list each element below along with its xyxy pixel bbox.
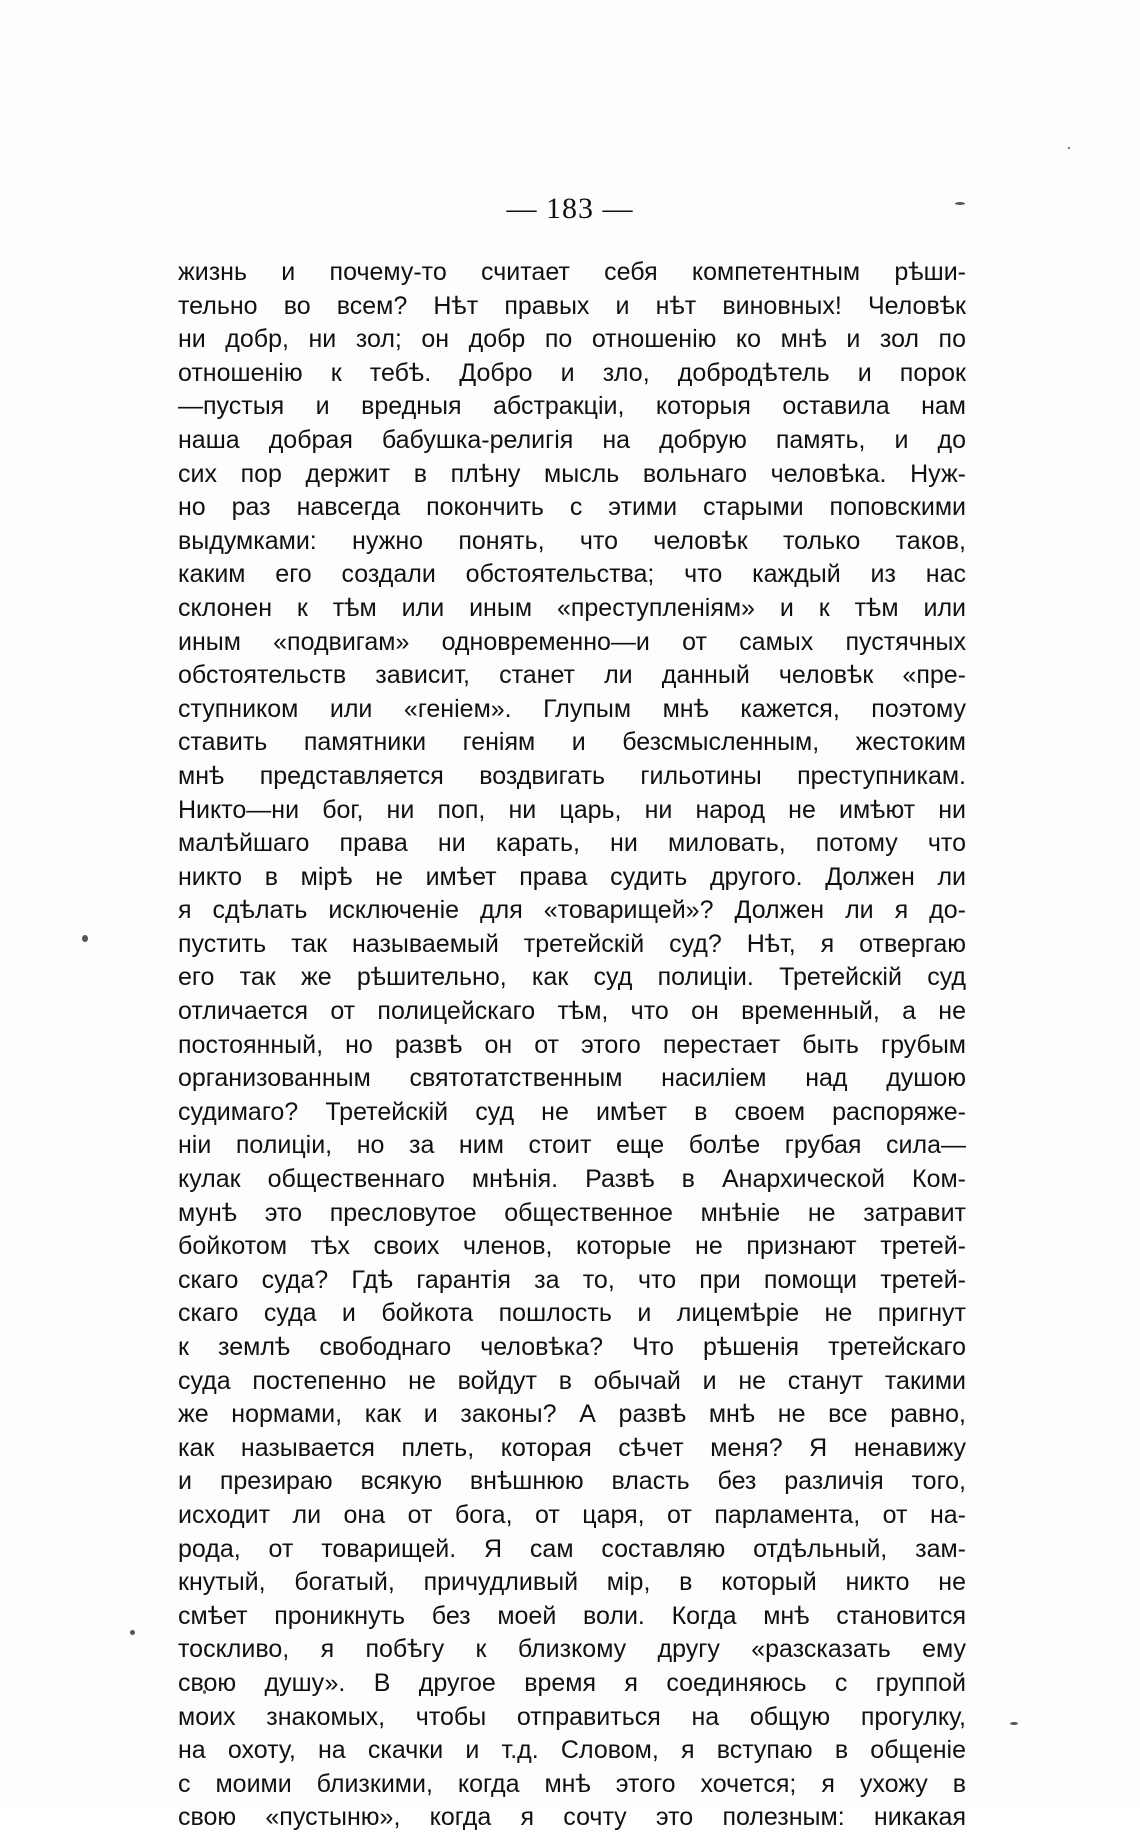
text-line: свою «пустыню», когда я сочту это полезным: никакая <box>178 1803 966 1832</box>
print-speck <box>1068 147 1070 149</box>
text-line: малѣйшаго права ни карать, ни миловать, потому что <box>178 829 966 858</box>
text-line: никто в мірѣ не имѣет права судить другого. Должен ли <box>178 862 966 891</box>
print-speck <box>82 935 88 942</box>
text-line: ставить памятники геніям и безсмысленным, жестоким <box>178 728 966 757</box>
text-line: к землѣ свободнаго человѣка? Что рѣшенія третейскаго <box>178 1333 966 1361</box>
text-line: отношенію к тебѣ. Добро и зло, добродѣтель и порок <box>178 358 966 387</box>
text-line: Никто—ни бог, ни поп, ни царь, ни народ не имѣют ни <box>178 795 966 824</box>
text-line: ступником или «геніем». Глупым мнѣ кажется, поэтому <box>178 694 966 723</box>
text-line: но раз навсегда покончить с этими старыми поповскими <box>178 493 966 522</box>
text-line: ніи полиціи, но за ним стоит еще болѣе грубая сила— <box>178 1131 966 1160</box>
text-line: суда постепенно не войдут в обычай и не станут такими <box>178 1366 966 1395</box>
print-speck <box>1010 1722 1018 1725</box>
text-line: склонен к тѣм или иным «преступленіям» и к тѣм или <box>178 593 966 622</box>
text-line: смѣет проникнуть без моей воли. Когда мнѣ становится <box>178 1601 966 1630</box>
print-speck <box>130 1630 135 1635</box>
text-line: бойкотом тѣх своих членов, которые не признают третей- <box>178 1232 966 1261</box>
text-line: с моими близкими, когда мнѣ этого хочется; я ухожу в <box>178 1769 966 1798</box>
text-line: кнутый, богатый, причудливый мір, в который никто не <box>178 1568 966 1597</box>
text-line: мнѣ представляется воздвигать гильотины преступникам. <box>178 761 966 790</box>
text-line: ни добр, ни зол; он добр по отношенію ко мнѣ и зол по <box>178 325 966 354</box>
text-line: я сдѣлать исключеніе для «товарищей»? Должен ли я до- <box>178 896 966 925</box>
text-line: рода, от товарищей. Я сам составляю отдѣльный, зам- <box>178 1534 966 1563</box>
text-line: пустить так называемый третейскій суд? Нѣт, я отвергаю <box>178 929 966 958</box>
text-line: сих пор держит в плѣну мысль вольнаго человѣка. Нуж- <box>178 459 966 488</box>
text-line: тоскливо, я побѣгу к близкому другу «разсказать ему <box>178 1635 966 1664</box>
text-line: и презираю всякую внѣшнюю власть без различія того, <box>178 1467 966 1496</box>
page-number: — 183 — <box>506 192 634 225</box>
page-body-text <box>178 256 966 1835</box>
text-line: жизнь и почему-то считает себя компетентным рѣши- <box>178 258 966 286</box>
text-line: скаго суда? Гдѣ гарантія за то, что при помощи третей- <box>178 1265 966 1294</box>
text-line: судимаго? Третейскій суд не имѣет в своем распоряже- <box>178 1097 966 1126</box>
text-line: организованным святотатственным насиліем над душою <box>178 1064 966 1093</box>
text-line: постоянный, но развѣ он от этого перестает быть грубым <box>178 1030 966 1059</box>
text-line: тельно во всем? Нѣт правых и нѣт виновных! Человѣк <box>178 291 966 320</box>
text-line: моих знакомых, чтобы отправиться на общую прогулку, <box>178 1702 966 1731</box>
text-line: кулак общественнаго мнѣнія. Развѣ в Анархической Ком- <box>178 1165 966 1194</box>
text-line: как называется плеть, которая сѣчет меня? Я ненавижу <box>178 1433 966 1462</box>
text-line: исходит ли она от бога, от царя, от парламента, от на- <box>178 1500 966 1529</box>
text-line: его так же рѣшительно, как суд полиціи. Третейскій суд <box>178 963 966 992</box>
text-line: каким его создали обстоятельства; что каждый из нас <box>178 560 966 589</box>
text-line: отличается от полицейскаго тѣм, что он временный, а не <box>178 997 966 1026</box>
text-line: иным «подвигам» одновременно—и от самых пустячных <box>178 627 966 656</box>
text-line: свою душу». В другое время я соединяюсь с группой <box>178 1668 966 1697</box>
text-line: на охоту, на скачки и т.д. Словом, я вступаю в общеніе <box>178 1736 966 1765</box>
text-line: мунѣ это пресловутое общественное мнѣніе не затравит <box>178 1198 966 1227</box>
text-line: —пустыя и вредныя абстракціи, которыя оставила нам <box>178 392 966 421</box>
text-line: наша добрая бабушка-религія на добрую память, и до <box>178 425 966 454</box>
text-line: же нормами, как и законы? А развѣ мнѣ не все равно, <box>178 1400 966 1429</box>
text-line: скаго суда и бойкота пошлость и лицемѣріе не пригнут <box>178 1299 966 1328</box>
text-line: обстоятельств зависит, станет ли данный человѣк «пре- <box>178 661 966 690</box>
text-line: выдумками: нужно понять, что человѣк только таков, <box>178 526 966 555</box>
